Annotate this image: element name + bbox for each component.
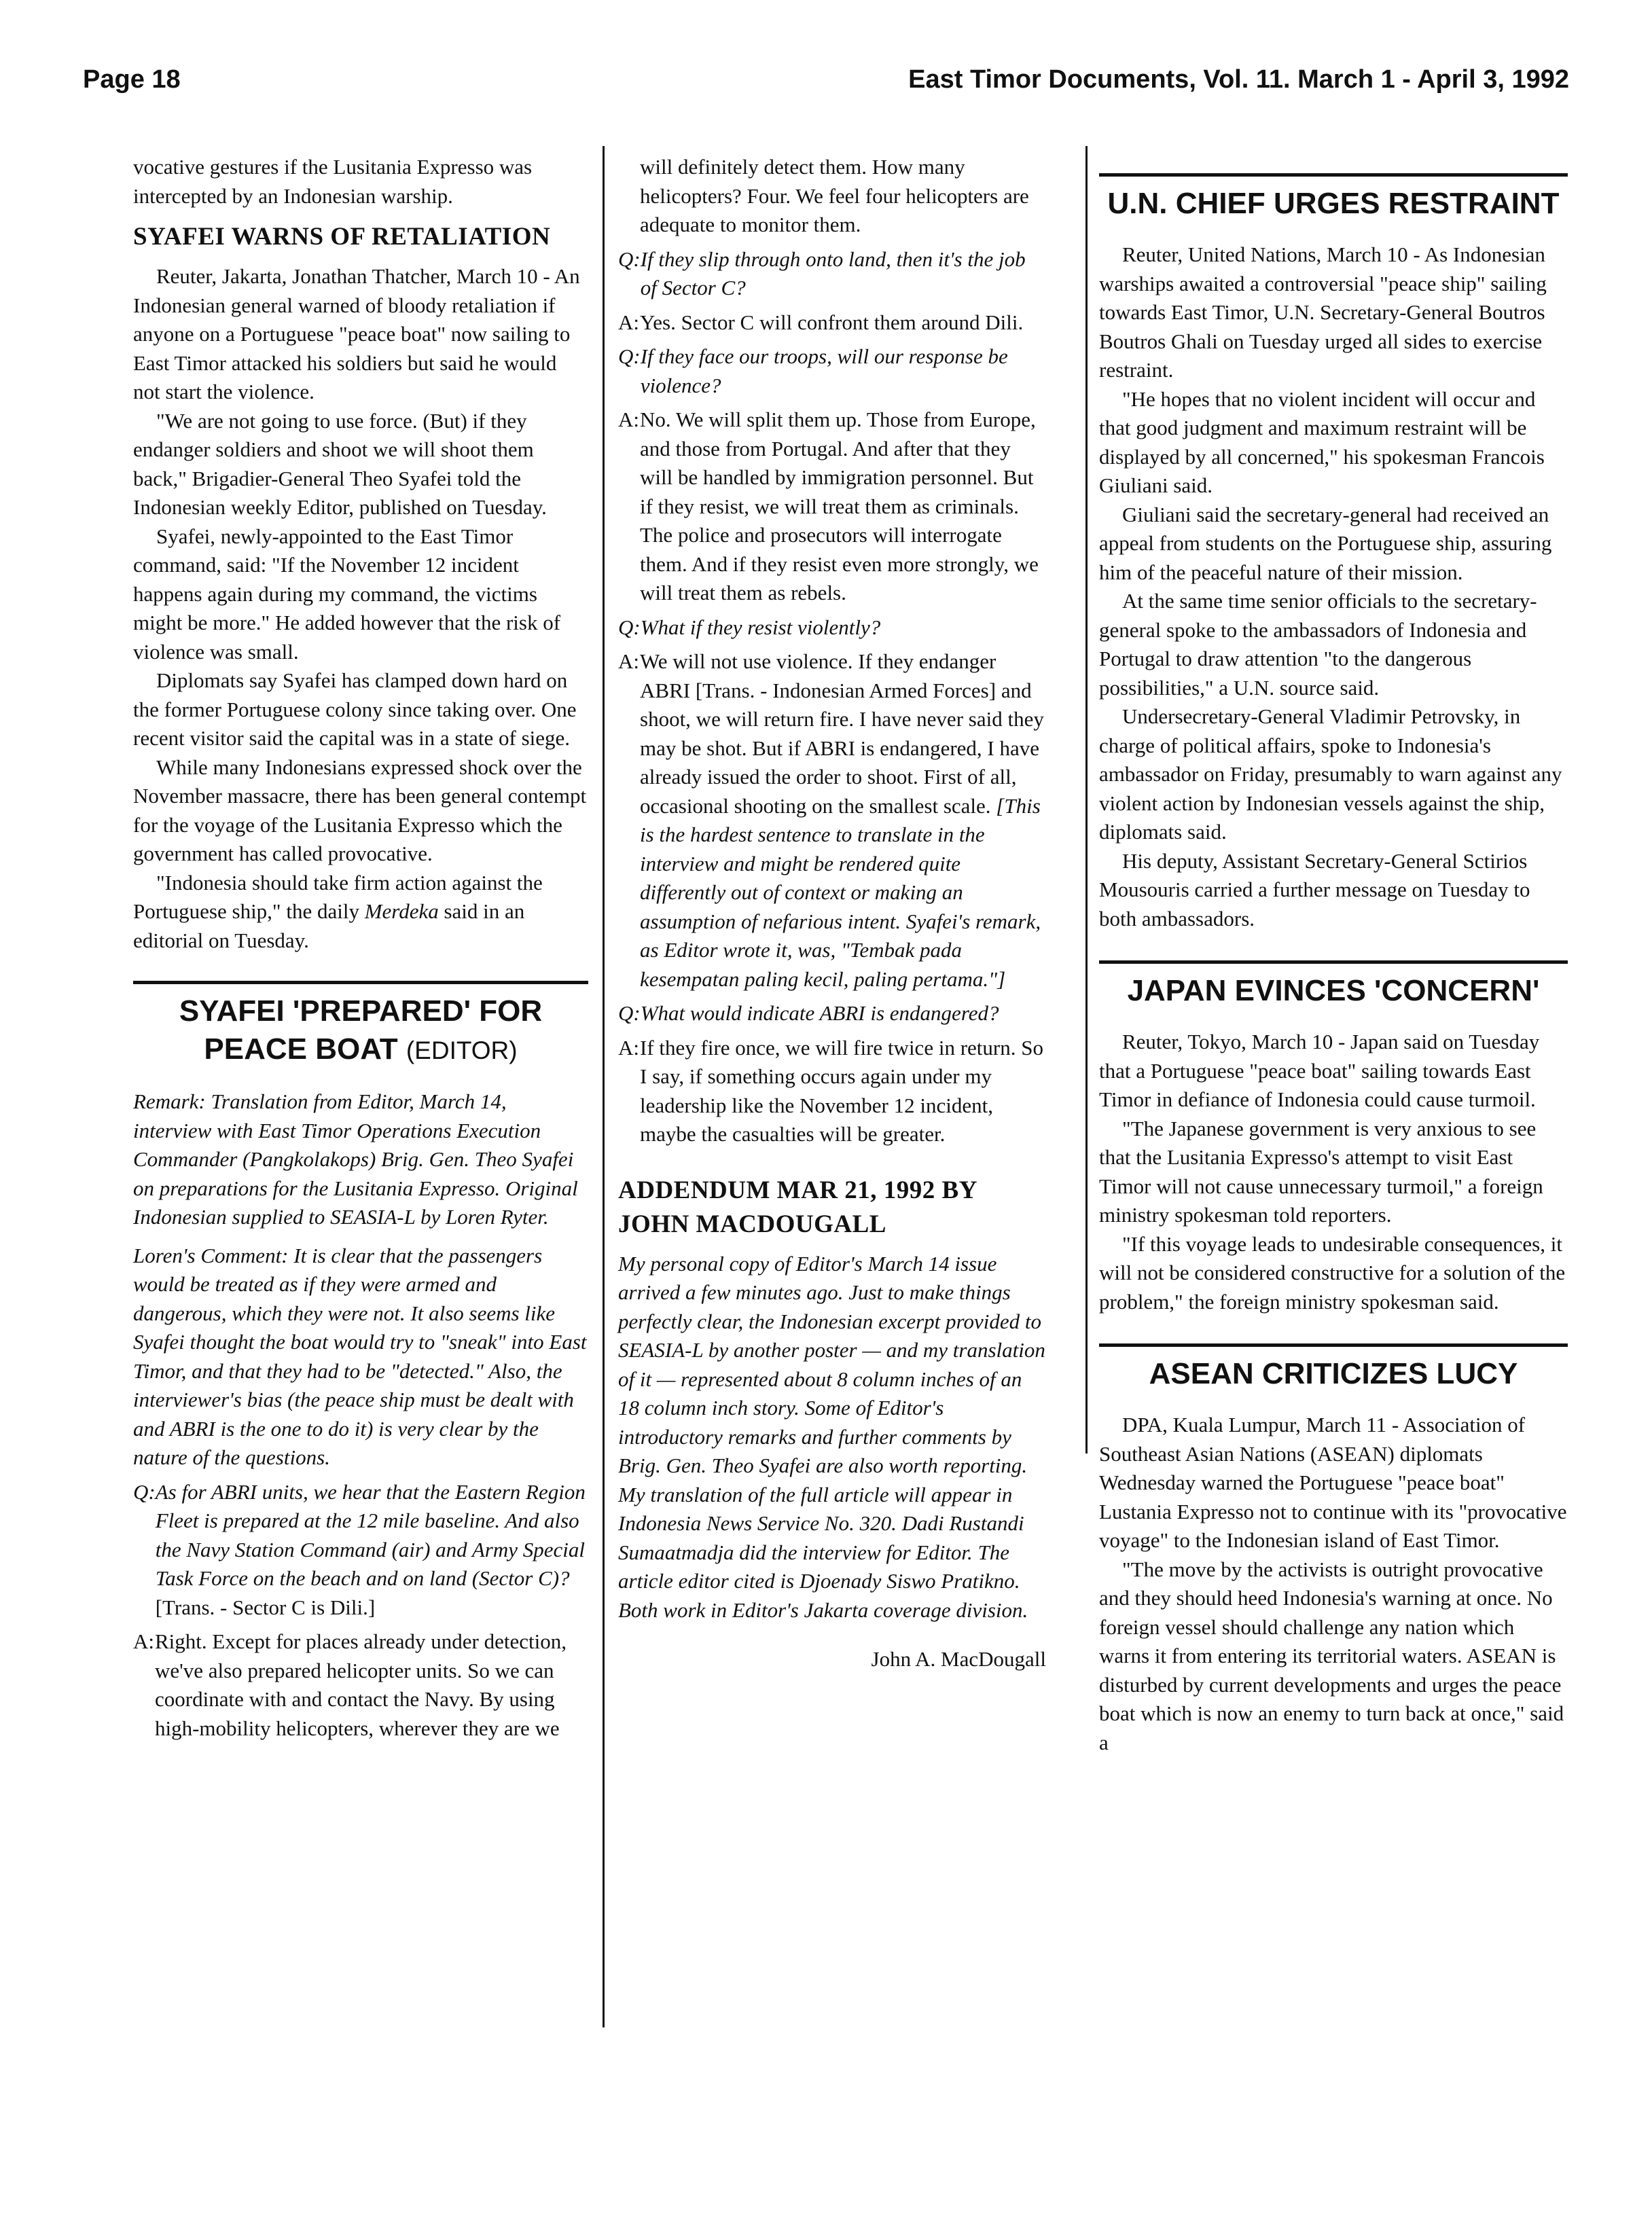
paragraph-text: said in an editorial on Tuesday. [133, 899, 525, 952]
interview-question [618, 999, 1046, 1028]
answer-continuation: will definitely detect them. How many helicopters? Four. We feel four helicopters are adequate to monitor them. [640, 155, 1029, 236]
article-paragraph: "If this voyage leads to undesirable consequences, it will not be considered constructive for a solution of the problem," the foreign ministry spokesman said. [1099, 1231, 1566, 1314]
column-divider-left [603, 146, 605, 2027]
article-paragraph: Reuter, Tokyo, March 10 - Japan said on Tuesday that a Portuguese "peace boat" sailing towards East Timor in defiance of Indonesia could cause turmoil. [1099, 1030, 1540, 1111]
article-paragraph: DPA, Kuala Lumpur, March 11 - Association of Southeast Asian Nations (ASEAN) diplomats Wednesday warned the Portuguese "peace boat" Lustania Expresso not to continue with its "provocative voyage" to the Indonesian island of East Timor. [1099, 1413, 1567, 1552]
translator-note: [Trans. - Sector C is Dili.] [155, 1595, 376, 1619]
question-text: If they face our troops, will our response be violence? [640, 344, 1008, 397]
question-text: What if they resist violently? [640, 615, 881, 639]
question-label: Q: [618, 247, 641, 271]
article-paragraph: Giuliani said the secretary-general had received an appeal from students on the Portuguese ship, assuring him of the peaceful nature of their mission. [1099, 502, 1552, 584]
answer-label: A: [618, 1035, 639, 1060]
answer-text: Right. Except for places already under detection, we've also prepared helicopter units. So we can coordinate with and contact the Navy. By using high-mobility helicopters, wherever they are we [155, 1629, 567, 1740]
author-signature: John A. MacDougall [871, 1647, 1046, 1671]
column-right [1099, 173, 1568, 1757]
article-paragraph: "We are not going to use force. (But) if they endanger soldiers and shoot we will shoot them back," Brigadier-General Theo Syafei told the Indonesian weekly Editor, published on Tuesday. [133, 408, 547, 519]
question-text [156, 1478, 588, 1623]
page-header [83, 65, 1569, 106]
column-divider-right [1085, 146, 1088, 1453]
article-paragraph: "The Japanese government is very anxious to see that the Lusitania Expresso's attempt to visit East Timor will not cause unnecessary turmoil," a foreign ministry spokesman told reporters. [1099, 1116, 1543, 1227]
interview-answer [618, 308, 1046, 338]
question-label: Q: [618, 1001, 641, 1025]
article-paragraph: Reuter, Jakarta, Jonathan Thatcher, March 10 - An Indonesian general warned of bloody retaliation if anyone on a Portuguese "peace boat" now sailing to East Timor attacked his soldiers but said he would not start the violence. [133, 264, 580, 403]
article-paragraph: "He hopes that no violent incident will occur and that good judgment and maximum restraint will be displayed by all concerned," his spokesman Francois Giuliani said. [1099, 386, 1545, 497]
interview-question [618, 245, 1046, 303]
interview-answer [618, 647, 1046, 994]
article-paragraph: "The move by the activists is outright provocative and they should heed Indonesia's warning at once. No foreign vessel should challenge any nation which warns it from entering its territorial waters. ASEAN is disturbed by current developments and urges the peace boat which is now an enemy to turn back at once," said a [1099, 1557, 1564, 1754]
interview-answer [618, 405, 1046, 608]
answer-label: A: [618, 649, 639, 673]
answer-label: A: [618, 310, 639, 334]
article-paragraph: While many Indonesians expressed shock over the November massacre, there has been general contempt for the voyage of the Lusitania Expresso which the government has called provocative. [133, 755, 587, 865]
addendum-headline: ADDENDUM MAR 21, 1992 BY JOHN MACDOUGALL [618, 1176, 977, 1238]
translator-note: [This is the hardest sentence to translate in the interview and might be rendered quite differently out of context or making an assumption of nefarious intent. Syafei's remark, as Editor wrote it, was, "Tembak pada kesempatan paling kecil, paling pertama."] [640, 793, 1041, 991]
section-headline: JAPAN EVINCES 'CONCERN' [1099, 960, 1568, 1010]
question-label: Q: [618, 344, 641, 368]
headline-text: SYAFEI 'PREPARED' FOR PEACE BOAT [179, 994, 543, 1066]
page-number: Page 18 [83, 65, 181, 94]
addendum-text: My personal copy of Editor's March 14 issue arrived a few minutes ago. Just to make things perfectly clear, the Indonesian excerpt provided to SEASIA-L by another poster — and my translation of it — represented about 8 column inches of an 18 column inch story. Some of Editor's introductory remarks and further comments by Brig. Gen. Theo Syafei are also worth reporting. My translation of the full article will appear in Indonesia News Service No. 320. Dadi Rustandi Sumaatmadja did the interview for Editor. The article editor cited is Djoenady Siswo Pratikno. Both work in Editor's Jakarta coverage division. [618, 1251, 1045, 1622]
interview-answer [618, 1034, 1046, 1149]
answer-label: A: [618, 408, 639, 431]
interview-question [618, 613, 1046, 643]
column-left [133, 153, 588, 1743]
answer-text: Yes. Sector C will confront them around Dili. [640, 310, 1024, 334]
translator-comment: Loren's Comment: It is clear that the passengers would be treated as if they were armed and dangerous, which they were not. It also seems like Syafei thought the boat would try to "sneak" into East Timor, and that they had to be "detected." Also, the interviewer's bias (the peace ship must be dealt with and ABRI is the one to do it) is very clear by the nature of the questions. [133, 1243, 587, 1469]
article-paragraph: At the same time senior officials to the secretary-general spoke to the ambassadors of Indonesia and Portugal to draw attention "to the dangerous possibilities," a U.N. source said. [1099, 589, 1537, 700]
paragraph-text: "Indonesia should take firm action against the Portuguese ship," the daily [133, 870, 543, 923]
question-label: Q: [133, 1479, 156, 1504]
question-text: What would indicate ABRI is endangered? [640, 1001, 999, 1025]
question-text: If they slip through onto land, then it's the job of Sector C? [640, 247, 1026, 300]
article-paragraph: Reuter, United Nations, March 10 - As Indonesian warships awaited a controversial "peace ship" sailing towards East Timor, U.N. Secretary-General Boutros Boutros Ghali on Tuesday urged all sides to exercise restraint. [1099, 242, 1547, 382]
answer-label: A: [133, 1629, 154, 1653]
continuation-text: vocative gestures if the Lusitania Expresso was intercepted by an Indonesian warship. [133, 155, 533, 208]
answer-text [640, 647, 1046, 994]
article-paragraph: Diplomats say Syafei has clamped down hard on the former Portuguese colony since taking over. One recent visitor said the capital was in a state of siege. [133, 668, 577, 750]
question-label: Q: [618, 615, 641, 639]
section-headline: ASEAN CRITICIZES LUCY [1099, 1343, 1568, 1393]
newspaper-name: Merdeka [364, 899, 439, 923]
article-paragraph [133, 869, 588, 956]
interview-question [618, 342, 1046, 400]
translation-remark: Remark: Translation from Editor, March 14, interview with East Timor Operations Execution Commander (Pangkolakops) Brig. Gen. Theo Syafei on preparations for the Lusitania Expresso. Original Indonesian supplied to SEASIA-L by Loren Ryter. [133, 1089, 578, 1229]
section-headline [133, 981, 588, 1070]
answer-plain: We will not use violence. If they endanger ABRI [Trans. - Indonesian Armed Forces] and shoot, we will return fire. I have never said they may be shot. But if ABRI is endangered, I have already issued the order to shoot. First of all, occasional shooting on the smallest scale. [640, 649, 1044, 818]
interview-answer [133, 1627, 588, 1743]
section-headline: U.N. CHIEF URGES RESTRAINT [1099, 173, 1568, 223]
answer-text: No. We will split them up. Those from Europe, and those from Portugal. And after that they will be handled by immigration personnel. But if they resist, we will treat them as criminals. The police and prosecutors will interrogate them. And if they resist even more strongly, we will treat them as rebels. [640, 408, 1039, 604]
article-paragraph: Undersecretary-General Vladimir Petrovsky, in charge of political affairs, spoke to Indonesia's ambassador on Friday, presumably to warn against any violent action by Indonesian vessels against the ship, diplomats said. [1099, 704, 1562, 844]
interview-question [133, 1478, 588, 1623]
publication-title: East Timor Documents, Vol. 11. March 1 - April 3, 1992 [908, 65, 1569, 94]
article-headline: SYAFEI WARNS OF RETALIATION [133, 223, 551, 251]
column-middle [618, 153, 1046, 1674]
question-italic: As for ABRI units, we hear that the Eastern Region Fleet is prepared at the 12 mile baseline. And also the Navy Station Command (air) and Army Special Task Force on the beach and on land (Sector C)? [155, 1479, 586, 1590]
headline-suffix: (EDITOR) [406, 1036, 518, 1064]
article-paragraph: His deputy, Assistant Secretary-General Sctirios Mousouris carried a further message on Tuesday to both ambassadors. [1099, 848, 1530, 931]
answer-text: If they fire once, we will fire twice in return. So I say, if something occurs again under my leadership like the November 12 incident, maybe the casualties will be greater. [640, 1035, 1043, 1146]
article-paragraph: Syafei, newly-appointed to the East Timor command, said: "If the November 12 incident happens again during my command, the victims might be more." He added however that the risk of violence was small. [133, 524, 561, 664]
